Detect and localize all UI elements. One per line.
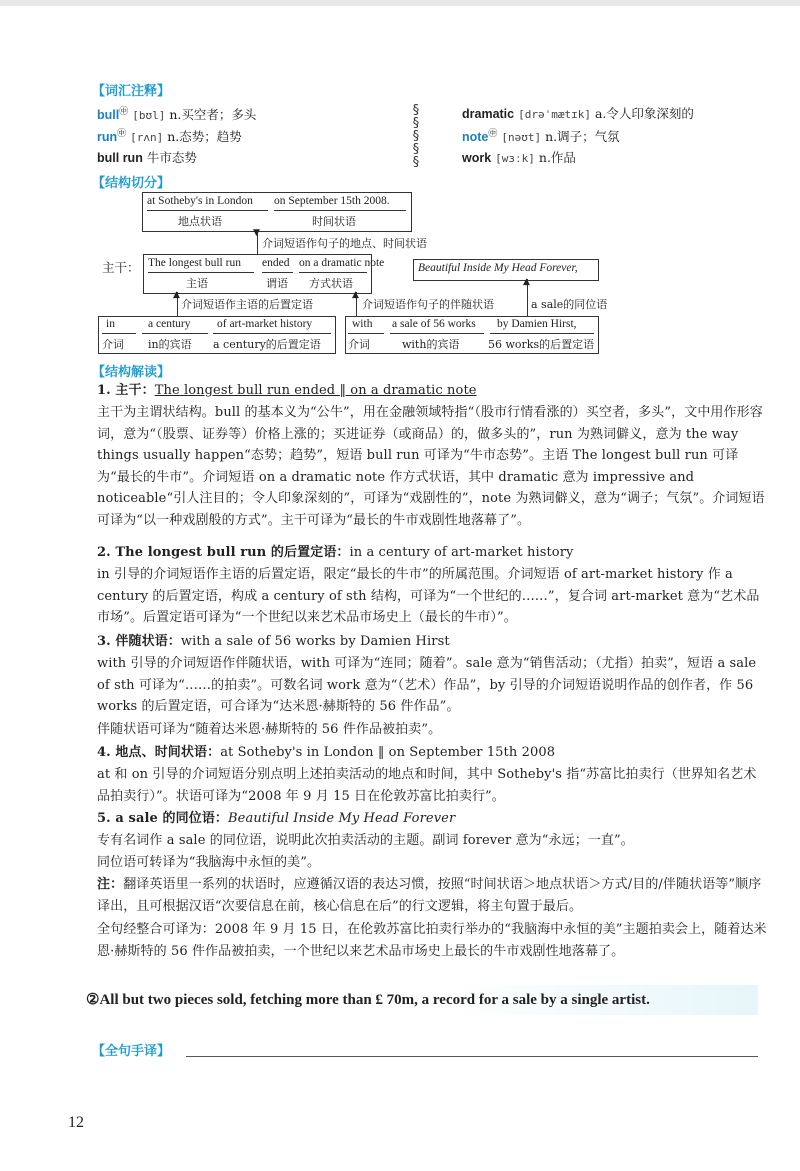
full-translation-paragraph: 全句经整合可译为：2008 年 9 月 15 日，在伦敦苏富比拍卖行举办的“我脑海中永恒的美”主题拍卖会上，随着达米恩·赫斯特的 56 件作品被拍卖，一个世纪以来艺术品市场史上最长的牛市戏剧性地落幕了。 xyxy=(97,922,767,959)
s2-heading: 2. The longest bull run 的后置定语：in a century of art-market history xyxy=(97,545,574,560)
note-paragraph: 注：翻译英语里一系列的状语时，应遵循汉语的表达习惯，按照“时间状语＞地点状语＞方式/目的/伴随状语等”顺序译出，且可根据汉语“次要信息在前，核心信息在后”的行文逻辑，将主句置于最后。 xyxy=(97,877,762,914)
note-mid: 介词短语作句子的伴随状语 xyxy=(362,298,494,311)
s3-heading: 3. 伴随状语：with a sale of 56 works by Damien Hirst xyxy=(97,634,450,649)
translate-input-line[interactable] xyxy=(186,1056,758,1057)
s3-paragraph: with 引导的介词短语作伴随状语，with 可译为“连同；随着”。sale 意为“销售活动；（尤指）拍卖”，短语 a sale of sth 可译为“……的拍卖”。可数名词 work 意为“（艺术）作品”，by 引导的介词短语说明作品的创作者，作 56 works 的后置定语，可合译为“达米恩·赫斯特的 56 件作品”。 xyxy=(97,656,757,714)
right-object: a sale of 56 works xyxy=(392,318,476,330)
s1-heading: 1. 主干：The longest bull run ended ‖ on a dramatic note xyxy=(97,383,477,398)
vocab-item-run: run㊥ [rʌn] n.态势；趋势 xyxy=(97,129,242,145)
s5-paragraph-2: 同位语可转译为“我脑海中永恒的美”。 xyxy=(97,855,321,870)
s3-paragraph-2: 伴随状语可译为“随着达米恩·赫斯特的 56 件作品被拍卖”。 xyxy=(97,722,442,737)
note-left: 介词短语作主语的后置定语 xyxy=(181,298,313,311)
s4-paragraph: at 和 on 引导的介词短语分别点明上述拍卖活动的地点和时间，其中 Sotheby's 指“苏富比拍卖行（世界知名艺术品拍卖行）”。状语可译为“2008 年 9 月 15 日在伦敦苏富比拍卖行”。 xyxy=(97,767,757,804)
left-prep: in xyxy=(106,318,115,330)
right-prep: with xyxy=(352,318,373,330)
main-verb-label: 谓语 xyxy=(266,277,288,290)
right-prep-label: 介词 xyxy=(348,338,370,351)
top-box-time: on September 15th 2008. xyxy=(274,195,390,207)
page-number: 12 xyxy=(68,1114,84,1131)
note-right: a sale的同位语 xyxy=(531,298,608,311)
translate-label: 【全句手译】 xyxy=(92,1044,171,1059)
top-box-place: at Sotheby's in London xyxy=(147,195,253,207)
top-box-place-label: 地点状语 xyxy=(178,215,222,228)
left-object-label: in的宾语 xyxy=(148,338,192,351)
right-attr-label: 56 works的后置定语 xyxy=(488,338,595,351)
s2-paragraph: in 引导的介词短语作主语的后置定语，限定“最长的牛市”的所属范围。介词短语 of art-market history 作 a century 的后置定语，构成 a century of sth 结构，可译为“一个世纪的……”，复合词 art-market 意为“艺术品市场”。后置定语可译为“一个世纪以来艺术品市场史上（最长的牛市）”。 xyxy=(97,567,760,625)
vocab-item-work: work [wɜːk] n.作品 xyxy=(462,150,576,165)
main-verb: ended xyxy=(262,257,290,269)
sentence-2: ②All but two pieces sold, fetching more than £ 70m, a record for a sale by a single artist. xyxy=(86,992,650,1008)
right-attr: by Damien Hirst, xyxy=(497,318,577,330)
main-adverbial: on a dramatic note xyxy=(299,257,385,269)
s5-heading: 5. a sale 的同位语：Beautiful Inside My Head Forever xyxy=(97,811,456,826)
vocab-divider: § § § § § xyxy=(412,103,420,170)
s1-paragraph: 主干为主谓状结构。bull 的基本义为“公牛”，用在金融领域特指“（股市行情看涨的）买空者，多头”，文中用作形容词，意为“（股票、证券等）价格上涨的；买进证券（或商品）的，做多头的”，run 为熟词僻义，意为 the way things usually happen“态势；趋势”，短语 bull run 可译为“牛市态势”。主语 The longest bull run 可译为“最长的牛市”。介词短语 on a dramatic note 作方式状语，其中 dramatic 意为 impressive and noticeable“引人注目的；令人印象深刻的”，可译为“戏剧性的”，note 为熟词僻义，意为“调子；气氛”。介词短语可译为“以一种戏剧般的方式”。主干可译为“最长的牛市戏剧性地落幕了”。 xyxy=(97,405,765,528)
top-box-time-label: 时间状语 xyxy=(312,215,356,228)
main-subject: The longest bull run xyxy=(148,257,241,269)
main-adverbial-label: 方式状语 xyxy=(309,277,353,290)
right-object-label: with的宾语 xyxy=(402,338,460,351)
main-subject-label: 主语 xyxy=(186,277,208,290)
s4-heading: 4. 地点、时间状语：at Sotheby's in London ‖ on September 15th 2008 xyxy=(97,745,556,760)
vocab-item-note: note㊥ [nəʊt] n.调子；气氛 xyxy=(462,129,620,145)
top-bar xyxy=(0,0,800,6)
analysis-header: 【结构解读】 xyxy=(92,365,171,380)
vocab-header: 【词汇注释】 xyxy=(92,84,171,99)
vocab-item-dramatic: dramatic [drəˈmætɪk] a.令人印象深刻的 xyxy=(462,106,694,121)
left-attr-label: a century的后置定语 xyxy=(213,338,321,351)
vocab-item-bull-run: bull run 牛市态势 xyxy=(97,150,197,165)
vocab-item-bull: bull㊥ [bʊl] n.买空者；多头 xyxy=(97,107,257,123)
note-top: 介词短语作句子的地点、时间状语 xyxy=(262,237,427,250)
left-object: a century xyxy=(148,318,191,330)
left-prep-label: 介词 xyxy=(102,338,124,351)
main-label: 主干： xyxy=(102,260,140,275)
appos-text: Beautiful Inside My Head Forever, xyxy=(418,262,578,274)
structure-header: 【结构切分】 xyxy=(92,176,171,191)
left-attr: of art-market history xyxy=(217,318,313,330)
s5-paragraph: 专有名词作 a sale 的同位语，说明此次拍卖活动的主题。副词 forever 意为“永远；一直”。 xyxy=(97,833,634,848)
